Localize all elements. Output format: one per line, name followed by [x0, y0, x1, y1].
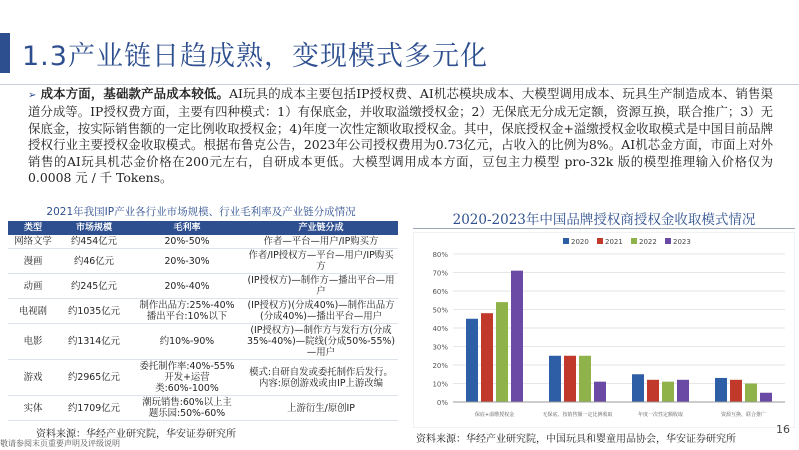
cell-type: 实体: [8, 396, 58, 421]
cell-market-size: 约46亿元: [58, 249, 130, 274]
cell-gross-margin: 潮玩销售:60%以上主 题乐园:50%-60%: [130, 396, 244, 421]
paragraph-lead: 成本方面，基础款产品成本较低。: [40, 86, 230, 101]
table-row: [8, 235, 398, 249]
table-body: [8, 235, 398, 421]
cell-market-size: 约1314亿元: [58, 324, 130, 360]
cell-type: 游戏: [8, 360, 58, 396]
disclaimer: 敬请参阅末页重要声明及评级说明: [0, 439, 120, 448]
x-tick-label: 保底+溢缴授权金: [474, 412, 515, 418]
table-row: [8, 396, 398, 421]
bar: [549, 356, 561, 402]
x-tick-label: 无保底、按销售额一定比例收取: [542, 412, 613, 418]
cell-type: 电视剧: [8, 299, 58, 324]
legend-label: 2023: [673, 238, 691, 246]
cell-revenue-split: 上游衍生/原创IP: [244, 396, 398, 421]
y-tick-label: 40%: [432, 325, 448, 333]
cell-revenue-split: 模式:自研自发或委托制作后发行。 内容:原创游戏或由IP上游改编: [244, 360, 398, 396]
cell-type: 网络文学: [8, 235, 58, 249]
title-divider: [0, 84, 799, 85]
bar: [481, 313, 493, 402]
page-number: 16: [776, 423, 790, 436]
table-row: [8, 274, 398, 299]
cell-type: 漫画: [8, 249, 58, 274]
header-gross-margin: 毛利率: [130, 221, 244, 235]
paragraph-body: AI玩具的成本主要包括IP授权费、AI机芯模块成本、大模型调用成本、玩具生产制造成本、销售渠道分成等。IP授权费方面，主要有四种模式：1）有保底金，并收取溢缴授权金；2）无保底无分成无定额，资源互换，联合推广；3）无保底金，按实际销售额的一定比例收取授权金；4)年度一次性定额收取授权金。其中，保底授权金+溢缴授权金收取模式是中国目前品牌授权行业主要授权金收取模式。根据布鲁克公告，2023年公司授权费用为0.73亿元，占收入的比例为8%。AI机芯金方面，市面上对外销售的AI玩具机芯金价格在200元左右，自研成本更低。大模型调用成本方面，豆包主力模型 pro-32k 版的模型推理输入价格仅为 0.0008 元 / 千 Tokens。: [28, 86, 774, 186]
header-revenue-split: 产业链分成: [244, 221, 398, 235]
legend-swatch: [631, 238, 637, 244]
cell-gross-margin: 约10%-90%: [130, 324, 244, 360]
table-source: 资料来源：华经产业研究院，华安证券研究所: [36, 429, 236, 440]
legend-swatch: [665, 238, 671, 244]
y-tick-label: 60%: [432, 288, 448, 296]
cell-revenue-split: 作者—平台—用户/IP购买方: [244, 235, 398, 249]
license-fee-bar-chart: [413, 232, 795, 428]
chart-source: 资料来源：华经产业研究院，中国玩具和婴童用品协会，华安证券研究所: [416, 434, 736, 445]
cell-revenue-split: (IP授权方)—制作方—播出平台—用户: [244, 274, 398, 299]
page-title: 1.3产业链日趋成熟，变现模式多元化: [22, 41, 488, 72]
bar: [745, 384, 757, 403]
header-market-size: 市场规模: [58, 221, 130, 235]
bar: [511, 271, 523, 402]
cell-gross-margin: 20%-50%: [130, 235, 244, 249]
bar: [594, 382, 606, 402]
bar: [632, 374, 644, 402]
bar: [677, 380, 689, 402]
cell-gross-margin: 20%-40%: [130, 274, 244, 299]
chart-title: 2020-2023年中国品牌授权商授权金收取模式情况: [452, 212, 756, 228]
chart-title-divider: [413, 228, 795, 229]
table-row: [8, 324, 398, 360]
title-accent-bar: [0, 33, 10, 73]
bullet-icon: ➢: [28, 90, 37, 101]
y-tick-label: 50%: [432, 306, 448, 315]
cell-market-size: 约454亿元: [58, 235, 130, 249]
table-header-row: [8, 221, 398, 235]
bar: [715, 378, 727, 402]
ip-industry-table: [8, 221, 398, 421]
cell-gross-margin: 20%-30%: [130, 249, 244, 274]
bar: [564, 356, 576, 402]
bar: [647, 380, 659, 402]
y-tick-label: 80%: [432, 251, 448, 259]
legend-swatch: [563, 238, 569, 244]
y-tick-label: 10%: [432, 380, 448, 389]
cell-revenue-split: (IP授权方)—制作方与发行方(分成35%-40%)—院线(分成50%-55%)—用户: [244, 324, 398, 360]
bar: [662, 382, 674, 402]
y-tick-label: 0%: [436, 399, 448, 407]
legend-label: 2022: [639, 238, 657, 246]
cell-market-size: 约2965亿元: [58, 360, 130, 396]
cost-paragraph: [28, 86, 773, 186]
table-title: 2021年我国IP产业各行业市场规模、行业毛利率及产业链分成情况: [46, 206, 356, 218]
cell-market-size: 约1035亿元: [58, 299, 130, 324]
cell-revenue-split: 作者/IP授权方—平台—用户/IP购买方: [244, 249, 398, 274]
cell-type: 动画: [8, 274, 58, 299]
x-tick-label: 年度一次性定额收取: [637, 412, 684, 418]
legend-label: 2021: [605, 238, 623, 246]
cell-market-size: 约1709亿元: [58, 396, 130, 421]
cell-type: 电影: [8, 324, 58, 360]
y-tick-label: 70%: [432, 269, 448, 278]
table-row: [8, 360, 398, 396]
y-tick-label: 30%: [432, 343, 448, 352]
legend-swatch: [597, 238, 603, 244]
table-row: [8, 249, 398, 274]
cell-market-size: 约245亿元: [58, 274, 130, 299]
table-row: [8, 299, 398, 324]
header-type: 类型: [8, 221, 58, 235]
legend-label: 2020: [571, 238, 589, 246]
cell-revenue-split: (IP授权方)(分成40%)—制作出品方(分成40%)—播出平台—用户: [244, 299, 398, 324]
cell-gross-margin: 委托制作率:40%-55% 开发+运营类:60%-100%: [130, 360, 244, 396]
bar: [730, 380, 742, 402]
bar: [579, 356, 591, 402]
y-tick-label: 20%: [432, 362, 448, 370]
bar: [466, 319, 478, 402]
bar: [760, 393, 772, 402]
bar: [496, 302, 508, 402]
cell-gross-margin: 制作出品方:25%-40% 播出平台:10%以下: [130, 299, 244, 324]
x-tick-label: 资源互换、联合推广: [720, 412, 767, 418]
